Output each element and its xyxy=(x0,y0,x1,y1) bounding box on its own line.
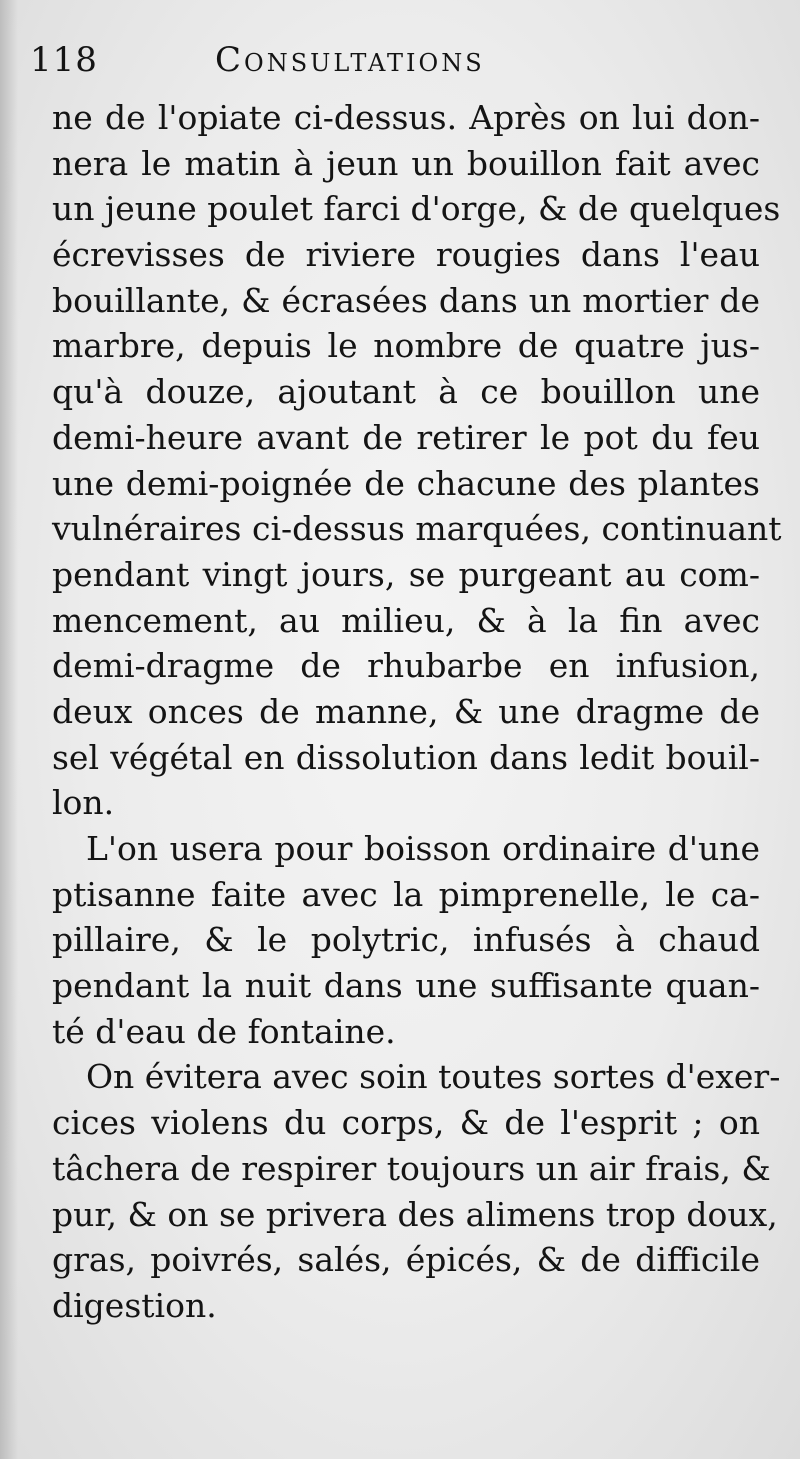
text-line: pur, & on se privera des alimens trop doux, xyxy=(52,1194,778,1234)
text-line: mencement, au milieu, & à la fin avec xyxy=(52,600,760,640)
body-text xyxy=(52,95,782,1329)
text-line: pillaire, & le polytric, infusés à chaud xyxy=(52,920,760,960)
text-line: lon. xyxy=(52,783,115,823)
text-line: un jeune poulet farci d'orge, & de quelques xyxy=(52,189,781,229)
text-line: une demi-poignée de chacune des plantes xyxy=(52,463,760,503)
paragraph-1 xyxy=(52,95,782,826)
text-line: écrevisses de riviere rougies dans l'eau xyxy=(52,235,760,275)
page-header xyxy=(30,40,760,90)
text-line: tâchera de respirer toujours un air frais, & xyxy=(52,1148,771,1188)
running-title: Consultations xyxy=(215,40,485,80)
text-line: digestion. xyxy=(52,1285,217,1325)
text-line: marbre, depuis le nombre de quatre jus- xyxy=(52,326,760,366)
text-line: qu'à douze, ajoutant à ce bouillon une xyxy=(52,372,760,412)
text-line: nera le matin à jeun un bouillon fait avec xyxy=(52,143,760,183)
paragraph-2 xyxy=(52,826,760,1054)
text-line: vulnéraires ci-dessus marquées, continuant xyxy=(52,509,782,549)
text-line: cices violens du corps, & de l'esprit ; on xyxy=(52,1103,760,1143)
text-line: pendant la nuit dans une suffisante quan- xyxy=(52,966,760,1006)
text-line: demi-dragme de rhubarbe en infusion, xyxy=(52,646,760,686)
text-line: gras, poivrés, salés, épicés, & de difficile xyxy=(52,1240,760,1280)
page-gutter-shadow xyxy=(0,0,18,1459)
text-line: On évitera avec soin toutes sortes d'exer- xyxy=(86,1057,781,1097)
text-line: bouillante, & écrasées dans un mortier de xyxy=(52,280,760,320)
text-line: demi-heure avant de retirer le pot du feu xyxy=(52,417,760,457)
text-line: pendant vingt jours, se purgeant au com- xyxy=(52,554,760,594)
text-line: té d'eau de fontaine. xyxy=(52,1011,396,1051)
page-number: 118 xyxy=(30,40,98,80)
text-line: L'on usera pour boisson ordinaire d'une xyxy=(86,829,760,868)
text-line: deux onces de manne, & une dragme de xyxy=(52,691,760,731)
text-line: sel végétal en dissolution dans ledit bouil- xyxy=(52,737,760,777)
paragraph-3 xyxy=(52,1054,781,1328)
text-line: ne de l'opiate ci-dessus. Après on lui don- xyxy=(52,98,760,137)
text-line: ptisanne faite avec la pimprenelle, le ca- xyxy=(52,874,760,914)
